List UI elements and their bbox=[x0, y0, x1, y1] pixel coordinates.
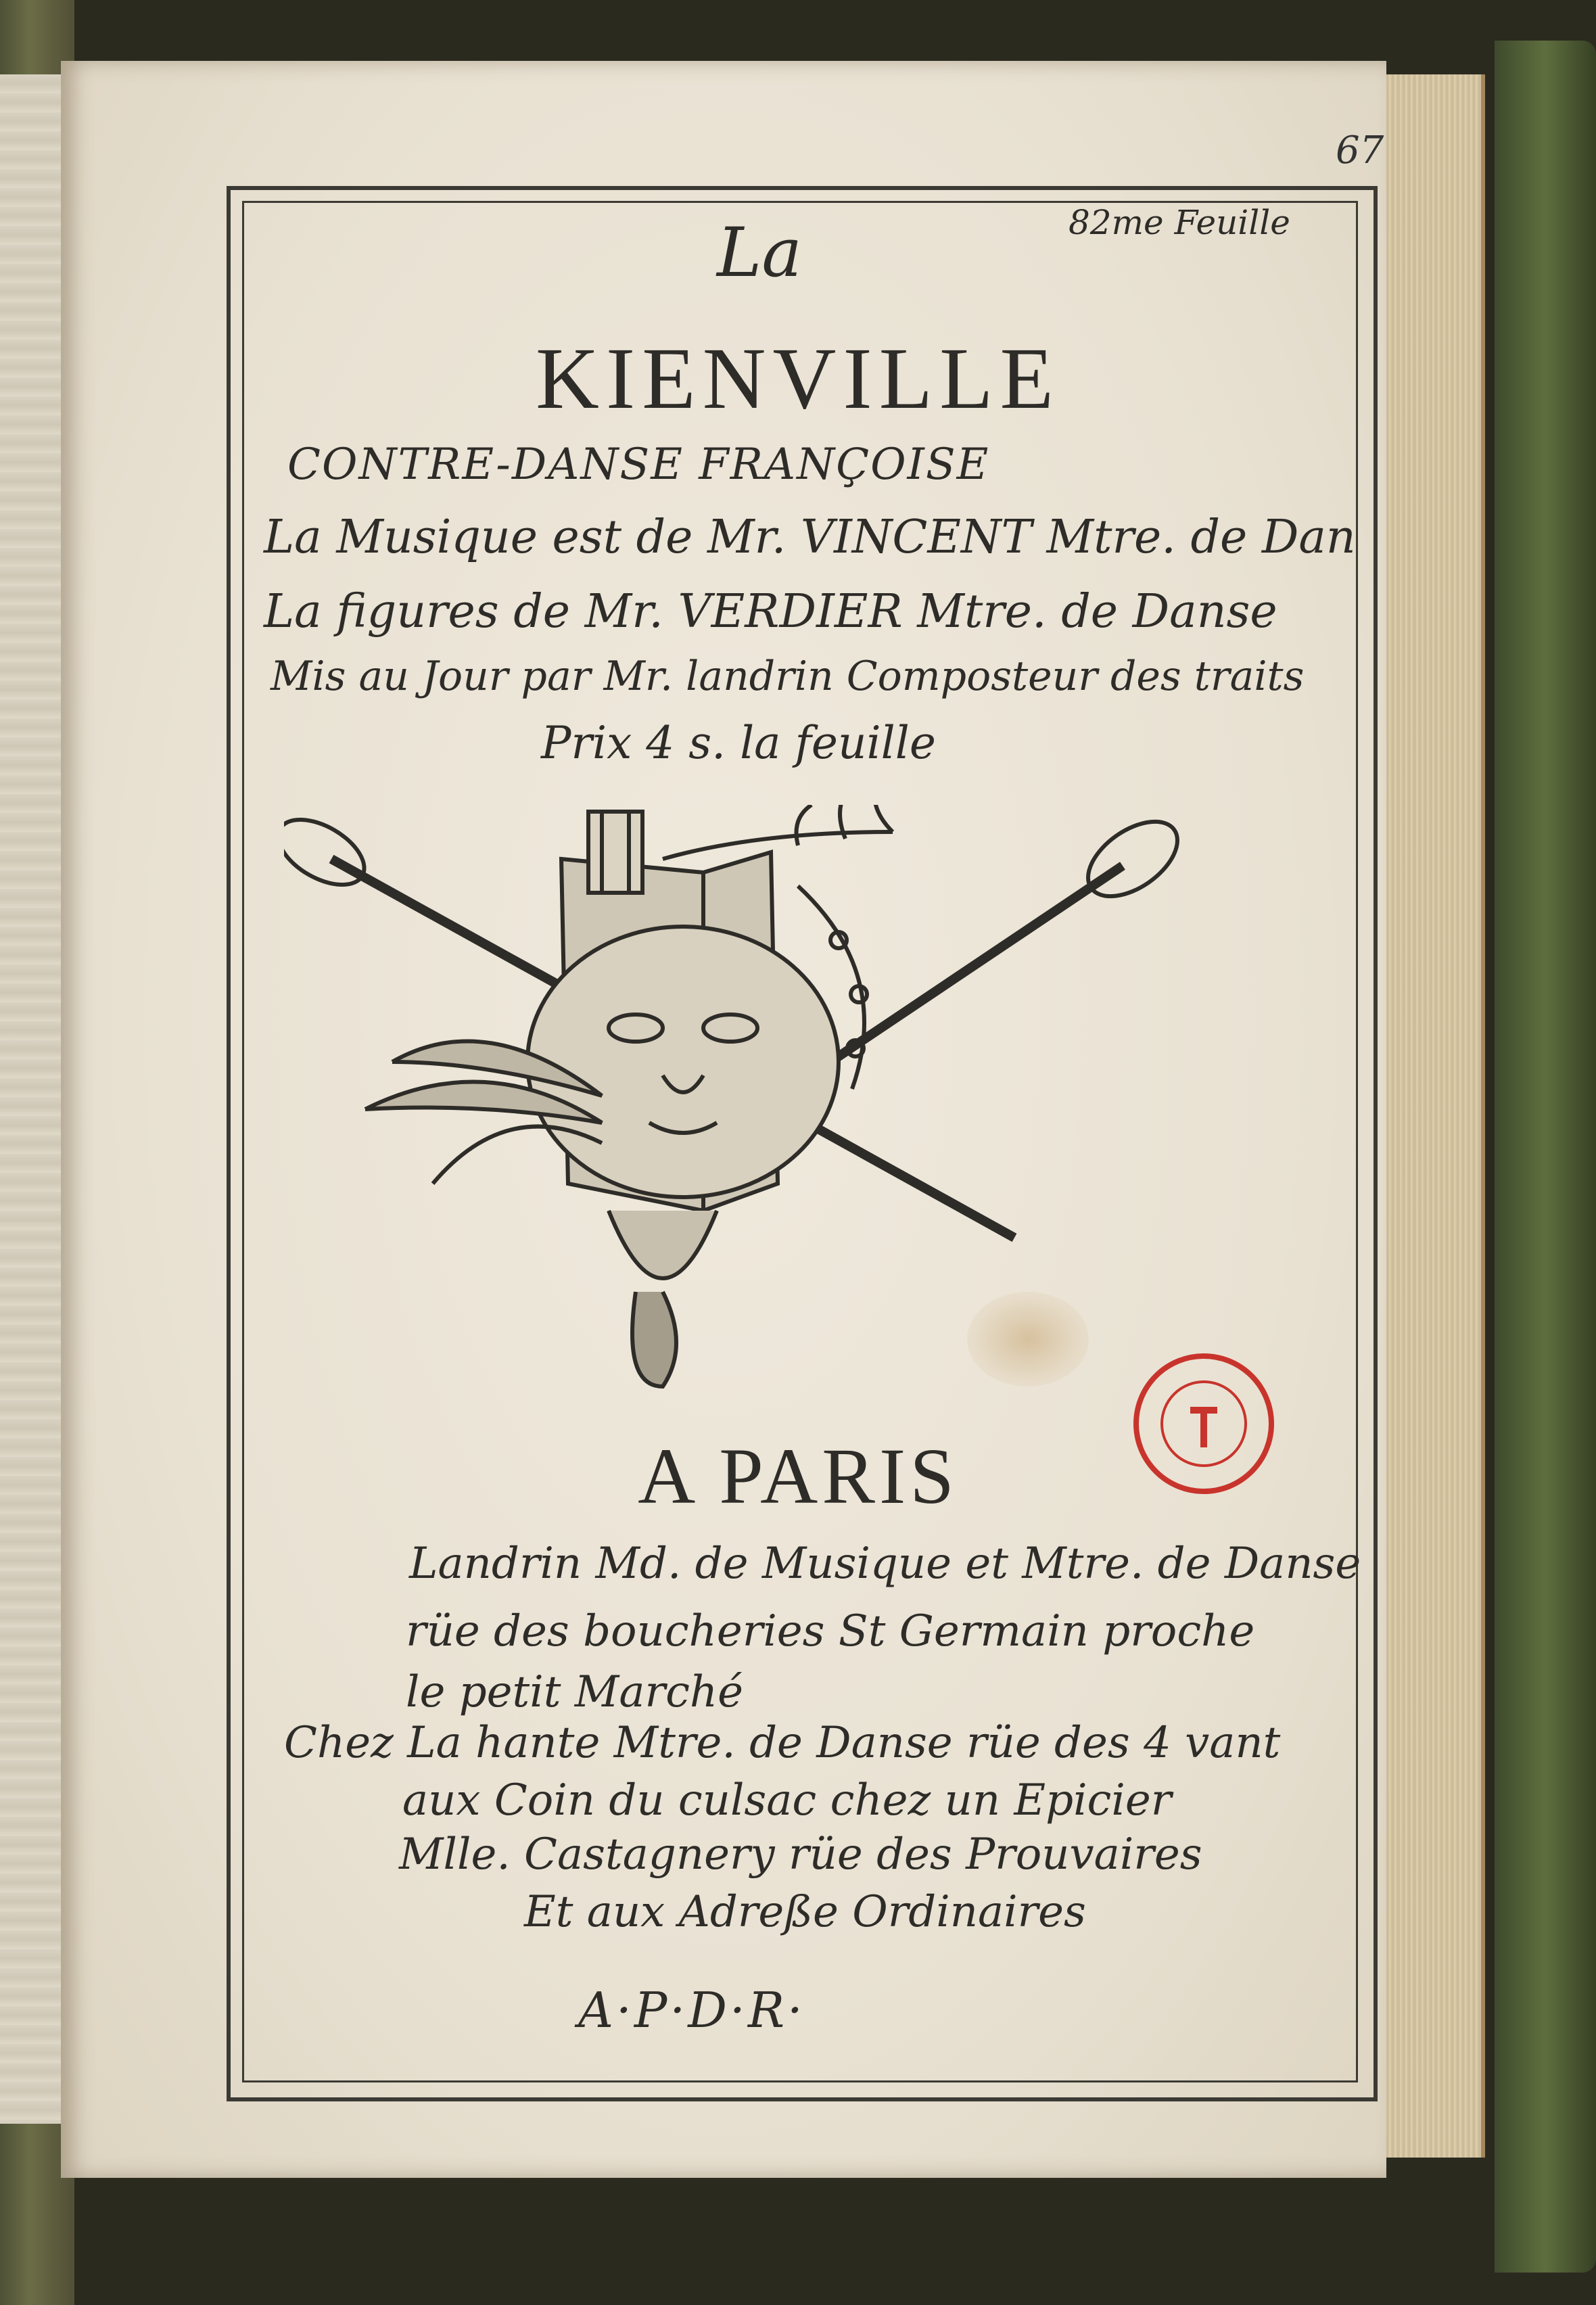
address-line: Mlle. Castagnery rüe des Prouvaires bbox=[399, 1830, 1202, 1880]
folio-number: 67 bbox=[1336, 129, 1384, 172]
privilege-mark: A·P·D·R· bbox=[578, 1982, 805, 2039]
address-line: le petit Marché bbox=[406, 1667, 743, 1717]
credit-publisher: Mis au Jour par Mr. landrin Composteur des traits bbox=[271, 653, 1305, 700]
city-heading: A PARIS bbox=[638, 1432, 958, 1520]
page-subtitle: CONTRE-DANSE FRANÇOISE bbox=[287, 440, 990, 490]
price-line: Prix 4 s. la feuille bbox=[541, 717, 936, 769]
address-line: aux Coin du culsac chez un Epicier bbox=[402, 1775, 1172, 1825]
address-line: Et aux Adreße Ordinaires bbox=[524, 1887, 1086, 1937]
sheet-number-note: 82me Feuille bbox=[1069, 203, 1290, 242]
title-page bbox=[61, 61, 1386, 2178]
page-title: KIENVILLE bbox=[536, 330, 1060, 427]
address-line: rüe des boucheries St Germain proche bbox=[406, 1606, 1255, 1656]
paper-stain bbox=[967, 1292, 1089, 1387]
previous-page-edge bbox=[0, 74, 63, 2124]
title-article: La bbox=[717, 213, 803, 292]
address-line: Landrin Md. de Musique et Mtre. de Danse bbox=[409, 1539, 1361, 1589]
musical-trophy-engraving bbox=[284, 805, 1217, 1400]
credit-music: La Musique est de Mr. VINCENT Mtre. de Dan bbox=[264, 511, 1356, 564]
credit-figures: La figures de Mr. VERDIER Mtre. de Danse bbox=[264, 585, 1277, 638]
address-line: Chez La hante Mtre. de Danse rüe des 4 vant bbox=[284, 1718, 1281, 1768]
